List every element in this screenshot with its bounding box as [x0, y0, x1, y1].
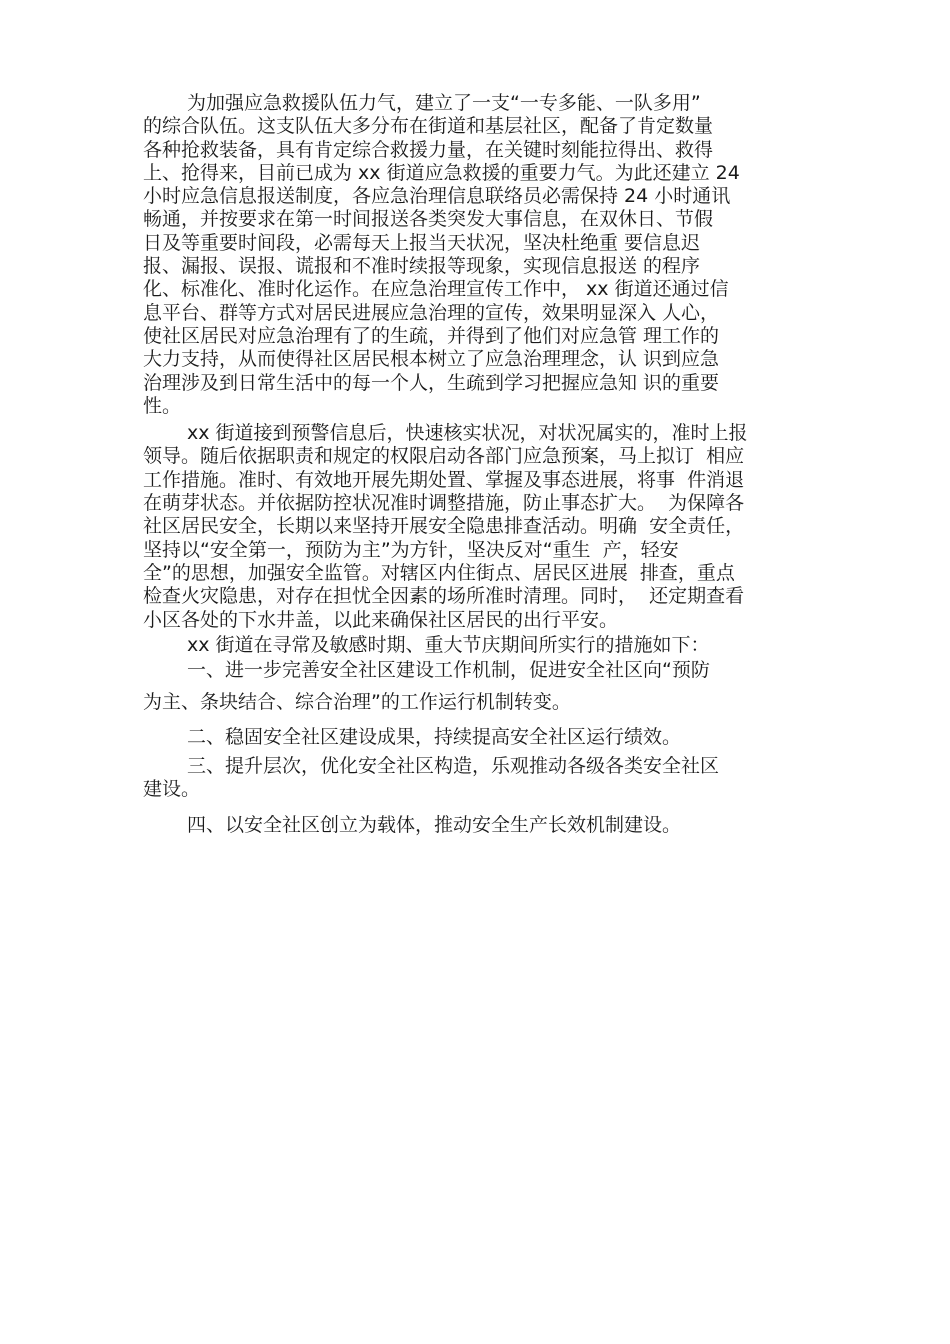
text-line: 大力支持，从而使得社区居民根本树立了应急治理理念，认 识到应急	[143, 348, 720, 371]
text-line: 上、抢得来，目前已成为 xx 街道应急救援的重要力气。为此还建立 24	[143, 161, 740, 184]
text-line: 报、漏报、误报、谎报和不准时续报等现象，实现信息报送 的程序	[143, 255, 701, 278]
text-line: 日及等重要时间段，必需每天上报当天状况，坚决杜绝重 要信息迟	[143, 231, 701, 254]
text-line: 在萌芽状态。并依据防控状况准时调整措施，防止事态扩大。 为保障各	[143, 492, 745, 515]
text-line: 检查火灾隐患，对存在担忧全因素的场所准时清理。同时， 还定期查看	[143, 585, 745, 608]
text-line: 为加强应急救援队伍力气，建立了一支“一专多能、一队多用”	[187, 92, 701, 114]
measure-item-2	[143, 726, 808, 749]
text-line: 性。	[143, 394, 182, 417]
text-line: 使社区居民对应急治理有了的生疏，并得到了他们对应急管 理工作的	[143, 324, 720, 347]
text-line: 三、提升层次，优化安全社区构造，乐观推动各级各类安全社区	[187, 755, 720, 778]
text-line: 的综合队伍。这支队伍大多分布在街道和基层社区，配备了肯定数量	[143, 115, 714, 138]
text-line: 四、以安全社区创立为载体，推动安全生产长效机制建设。	[187, 813, 682, 836]
measure-item-3	[143, 755, 808, 802]
text-line: 一、进一步完善安全社区建设工作机制，促进安全社区向“预防	[187, 659, 710, 682]
text-line: 各种抢救装备，具有肯定综合救援力量，在关键时刻能拉得出、救得	[143, 138, 714, 161]
text-line: 坚持以“安全第一，预防为主”为方针，坚决反对“重生 产，轻安	[143, 538, 679, 561]
text-line: 息平台、群等方式对居民进展应急治理的宣传，效果明显深入 人心，	[143, 301, 720, 324]
measure-item-1	[143, 659, 808, 715]
paragraph-emergency-team	[143, 92, 808, 418]
text-line: 小区各处的下水井盖，以此来确保社区居民的出行平安。	[143, 608, 619, 631]
text-line: 为主、条块结合、综合治理”的工作运行机制转变。	[143, 691, 571, 714]
paragraph-measures-intro	[143, 634, 808, 657]
text-line: 领导。随后依据职责和规定的权限启动各部门应急预案，马上拟订 相应	[143, 445, 745, 468]
text-line: 全”的思想，加强安全监管。对辖区内住街点、居民区进展 排查，重点	[143, 561, 735, 584]
text-line: xx 街道接到预警信息后，快速核实状况，对状况属实的，准时上报	[187, 422, 748, 445]
text-line: 建设。	[143, 778, 201, 801]
text-line: 治理涉及到日常生活中的每一个人，生疏到学习把握应急知 识的重要	[143, 371, 720, 394]
text-line: 社区居民安全，长期以来坚持开展安全隐患排查活动。明确 安全责任，	[143, 515, 745, 538]
text-line: 畅通，并按要求在第一时间报送各类突发大事信息，在双休日、节假	[143, 208, 714, 231]
measure-item-4	[143, 814, 808, 837]
text-line: 二、稳固安全社区建设成果，持续提高安全社区运行绩效。	[187, 725, 682, 748]
text-line: 化、标准化、准时化运作。在应急治理宣传工作中， xx 街道还通过信	[143, 278, 729, 301]
document-body	[143, 92, 808, 837]
text-line: 小时应急信息报送制度，各应急治理信息联络员必需保持 24 小时通讯	[143, 185, 731, 208]
text-line: xx 街道在寻常及敏感时期、重大节庆期间所实行的措施如下：	[187, 633, 710, 656]
paragraph-early-warning	[143, 422, 808, 632]
text-line: 工作措施。准时、有效地开展先期处置、掌握及事态进展，将事 件消退	[143, 468, 745, 491]
